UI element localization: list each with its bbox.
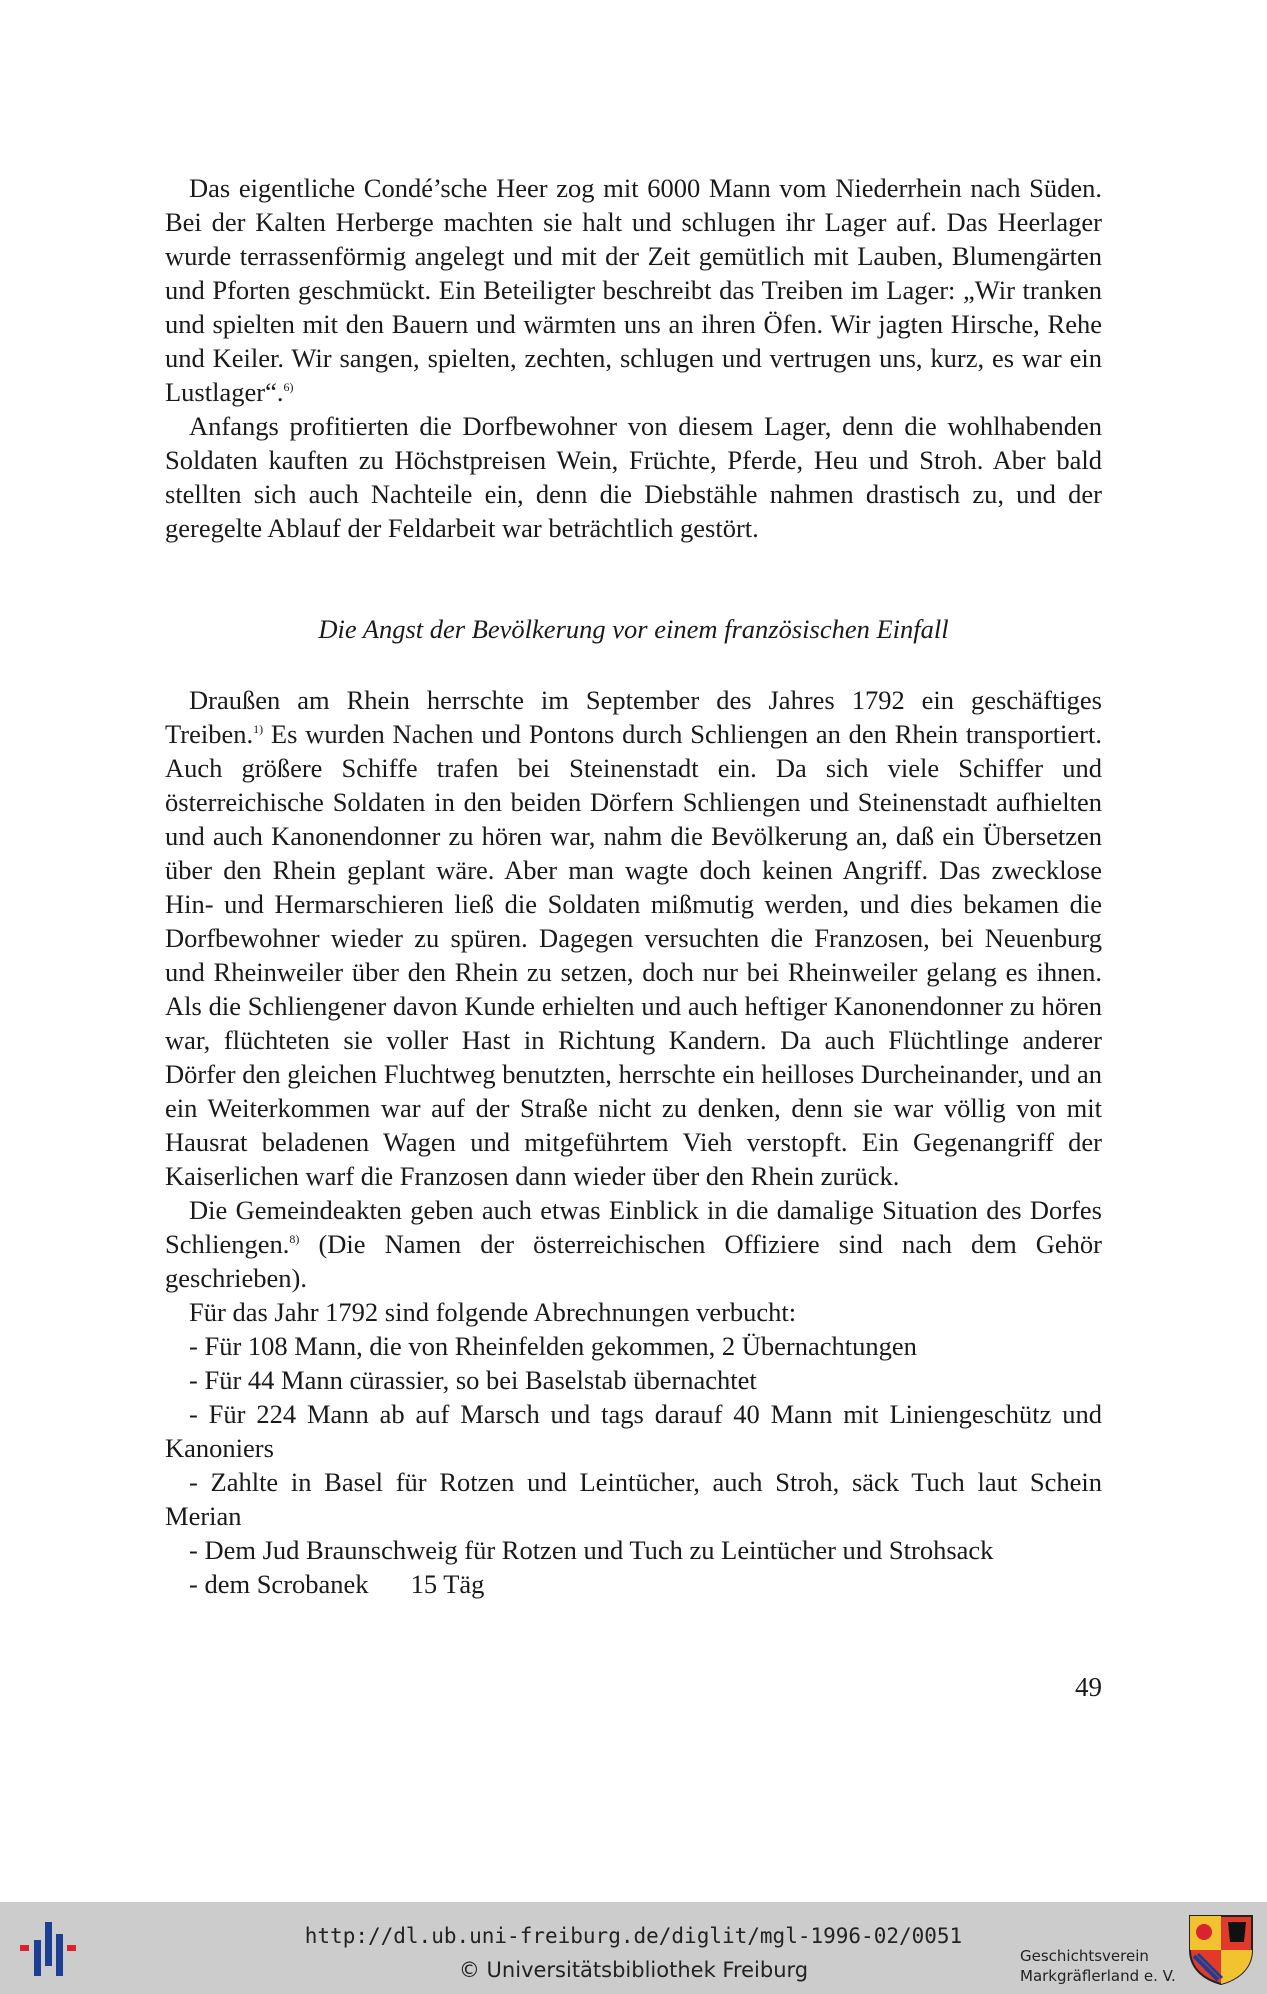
page-number: 49 [1075, 1672, 1102, 1702]
paragraph-accounts-intro: Für das Jahr 1792 sind folgende Abrechnungen verbucht: [189, 1297, 797, 1327]
paragraph-community-records: Die Gemeindeakten geben auch etwas Einblick in die damalige Situation des Dorfes Schliengen.$^{8)}$ (Die Namen der österreichischen Offiziere sind nach dem Gehör geschrieben). [165, 1195, 1102, 1293]
footnote-ref: 6) [283, 380, 294, 395]
list-item: - Zahlte in Basel für Rotzen und Leintücher, auch Stroh, säck Tuch laut Schein Merian [165, 1467, 1102, 1531]
coat-of-arms-icon[interactable] [1188, 1914, 1254, 1986]
list-item: - Für 108 Mann, die von Rheinfelden gekommen, 2 Übernachtungen [189, 1331, 917, 1361]
footnote-ref: 8) [289, 1232, 300, 1247]
accounts-list [165, 1329, 1102, 1601]
paragraph-rhine-september: Draußen am Rhein herrschte im September des Jahres 1792 ein geschäftiges Treiben.$^{1)}$ Es wurden Nachen und Pontons durch Schliengen an den Rhein transportiert. Auch größere Schiffe trafen bei Steinenstadt ein. Da sich viele Schiffer und österreichische Soldaten in den beiden Dörfern Schliengen und Steinenstadt aufhielten und auch Kanonendonner zu hören war, nahm die Bevölkerung an, daß ein Übersetzen über den Rhein geplant wäre. Aber man wagte doch keinen Angriff. Das zwecklose Hin- und Hermarschieren ließ die Soldaten mißmutig werden, und dies bekamen die Dorfbewohner wieder zu spüren. Dagegen versuchten die Franzosen, bei Neuenburg und Rheinweiler über den Rhein zu setzen, doch nur bei Rheinweiler gelang es ihnen. Als die Schliengener davon Kunde erhielten und auch heftiger Kanonendonner zu hören war, flüchteten sie voller Hast in Richtung Kandern. Da auch Flüchtlinge anderer Dörfer den gleichen Fluchtweg benutzten, herrschte ein heilloses Durcheinander, und an ein Weiterkommen war auf der Straße nicht zu denken, denn sie war völlig von mit Hausrat beladenen Wagen und mitgeführtem Vieh verstopft. Ein Gegenangriff der Kaiserlichen warf die Franzosen dann wieder über den Rhein zurück. [165, 685, 1102, 1191]
list-item: - Für 224 Mann ab auf Marsch und tags darauf 40 Mann mit Liniengeschütz und Kanoniers [165, 1399, 1102, 1463]
society-name: Geschichtsverein Markgräflerland e. V. [1020, 1947, 1176, 1985]
footnote-ref: 1) [253, 722, 264, 737]
list-item: - dem Scrobanek 15 Täg [189, 1569, 485, 1599]
copyright-text: © Universitätsbibliothek Freiburg [458, 1958, 809, 1982]
list-item: - Dem Jud Braunschweig für Rotzen und Tuch zu Leintücher und Strohsack [189, 1535, 994, 1565]
section-heading: Die Angst der Bevölkerung vor einem französischen Einfall [318, 614, 949, 644]
intro-text [165, 171, 1102, 545]
paragraph-villagers-profit: Anfangs profitierten die Dorfbewohner von diesem Lager, denn die wohlhabenden Soldaten kauften zu Höchstpreisen Wein, Früchte, Pferde, Heu und Stroh. Aber bald stellten sich auch Nachteile ein, denn die Diebstähle nahmen drastisch zu, und der geregelte Ablauf der Feldarbeit war beträchtlich gestört. [165, 411, 1102, 543]
list-item: - Für 44 Mann cürassier, so bei Baselstab übernachtet [189, 1365, 757, 1395]
paragraph-conde-army: Das eigentliche Condé’sche Heer zog mit 6000 Mann vom Niederrhein nach Süden. Bei der Kalten Herberge machten sie halt und schlugen ihr Lager auf. Das Heerlager wurde terrassenförmig angelegt und mit der Zeit gemütlich mit Lauben, Blumengärten und Pforten geschmückt. Ein Beteiligter beschreibt das Treiben im Lager: „Wir tranken und spielten mit den Bauern und wärmten uns an ihren Öfen. Wir jagten Hirsche, Rehe und Keiler. Wir sangen, spielten, zechten, schlugen und vertrugen uns, kurz, es war ein Lustlager“.$^{6)}$ [165, 173, 1102, 407]
section-text [165, 683, 1102, 1601]
permalink-url[interactable]: http://dl.ub.uni-freiburg.de/diglit/mgl-1996-02/0051 [304, 1924, 963, 1948]
viewer-footer [0, 1902, 1267, 1994]
